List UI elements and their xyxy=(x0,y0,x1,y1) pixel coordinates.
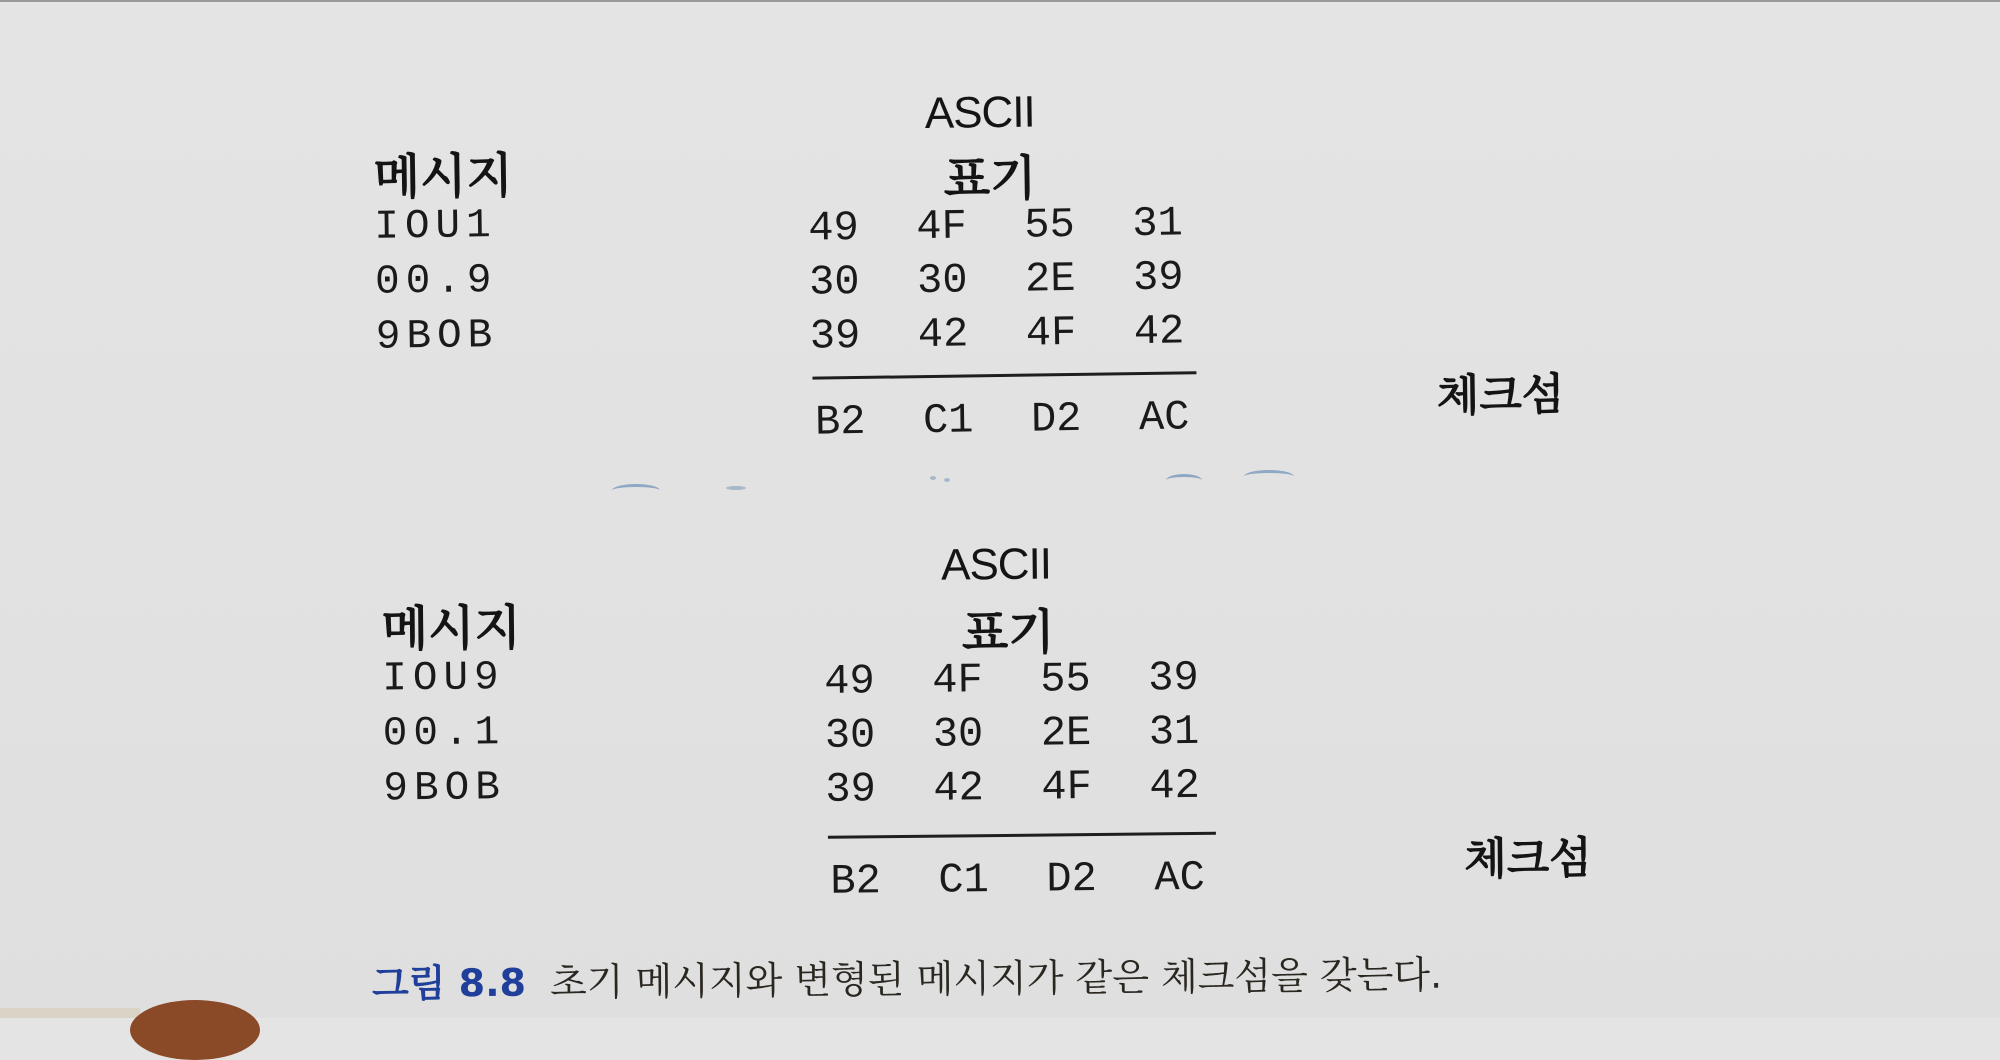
checksum-row xyxy=(830,853,1263,912)
checksum-label: 체크섬 xyxy=(1436,369,1565,422)
hex-cell: 31 xyxy=(1132,199,1184,249)
checksum-cell: AC xyxy=(1138,393,1190,443)
hex-cell: 2E xyxy=(1024,254,1076,304)
hex-cell: 42 xyxy=(917,310,969,360)
ascii-heading: ASCII xyxy=(940,539,1052,590)
hex-cell: 2E xyxy=(1040,709,1092,758)
message-line: 9BOB xyxy=(375,313,499,361)
paper-mark xyxy=(930,476,936,480)
hex-table xyxy=(824,653,1258,820)
hex-cell: 30 xyxy=(916,256,968,306)
hex-cell: 55 xyxy=(1024,200,1076,250)
paper-mark xyxy=(1166,474,1202,487)
checksum-row xyxy=(815,393,1248,453)
paper-mark xyxy=(1244,470,1294,483)
hex-cell: 39 xyxy=(825,765,877,814)
hex-cell: 49 xyxy=(808,203,860,253)
checksum-cell: C1 xyxy=(938,856,990,905)
paper-mark xyxy=(612,484,660,497)
hex-cell: 4F xyxy=(932,656,983,705)
paper-mark xyxy=(944,478,950,482)
message-text xyxy=(382,651,506,817)
sum-rule xyxy=(828,832,1216,839)
figure-caption xyxy=(372,944,1443,1008)
message-line: IOU9 xyxy=(382,655,505,703)
ascii-notation-heading: 표기 xyxy=(961,604,1055,662)
hex-cell: 4F xyxy=(1025,308,1077,358)
figure-number: 그림 8.8 xyxy=(371,960,527,1006)
desk-object xyxy=(130,1000,260,1060)
figure-block-modified xyxy=(0,442,2000,923)
message-text xyxy=(374,199,499,366)
paper-mark xyxy=(726,486,746,490)
hex-cell: 39 xyxy=(1148,653,1199,703)
checksum-cell: D2 xyxy=(1030,394,1082,444)
hex-cell: 4F xyxy=(916,202,968,252)
message-heading: 메시지 xyxy=(381,600,522,658)
checksum-cell: C1 xyxy=(922,396,974,446)
checksum-label: 체크섬 xyxy=(1463,832,1592,886)
figure-block-original xyxy=(0,0,2000,474)
hex-cell: 49 xyxy=(824,657,875,706)
hex-cell: 42 xyxy=(1133,307,1185,357)
ascii-notation-heading: 표기 xyxy=(943,150,1037,208)
sum-rule xyxy=(812,371,1196,379)
hex-cell: 42 xyxy=(933,764,985,813)
paper-edge xyxy=(0,1008,140,1018)
hex-table xyxy=(808,199,1242,367)
message-line: 00.1 xyxy=(382,710,506,758)
message-heading: 메시지 xyxy=(373,147,514,206)
hex-cell: 30 xyxy=(824,711,876,760)
checksum-cell: D2 xyxy=(1046,855,1098,904)
ascii-heading: ASCII xyxy=(924,87,1036,139)
hex-cell: 42 xyxy=(1149,761,1201,811)
message-line: 00.9 xyxy=(374,258,498,306)
hex-cell: 55 xyxy=(1040,655,1091,704)
checksum-cell: B2 xyxy=(814,397,866,447)
checksum-cell: AC xyxy=(1154,853,1206,903)
hex-cell: 39 xyxy=(1132,253,1184,303)
hex-cell: 31 xyxy=(1148,707,1200,757)
message-line: IOU1 xyxy=(374,203,498,251)
hex-cell: 30 xyxy=(932,710,984,759)
hex-cell: 39 xyxy=(809,311,861,361)
hex-cell: 30 xyxy=(808,257,860,307)
caption-text: 초기 메시지와 변형된 메시지가 같은 체크섬을 갖는다. xyxy=(549,952,1443,1005)
checksum-cell: B2 xyxy=(830,857,882,906)
hex-cell: 4F xyxy=(1041,763,1093,812)
message-line: 9BOB xyxy=(383,765,507,813)
